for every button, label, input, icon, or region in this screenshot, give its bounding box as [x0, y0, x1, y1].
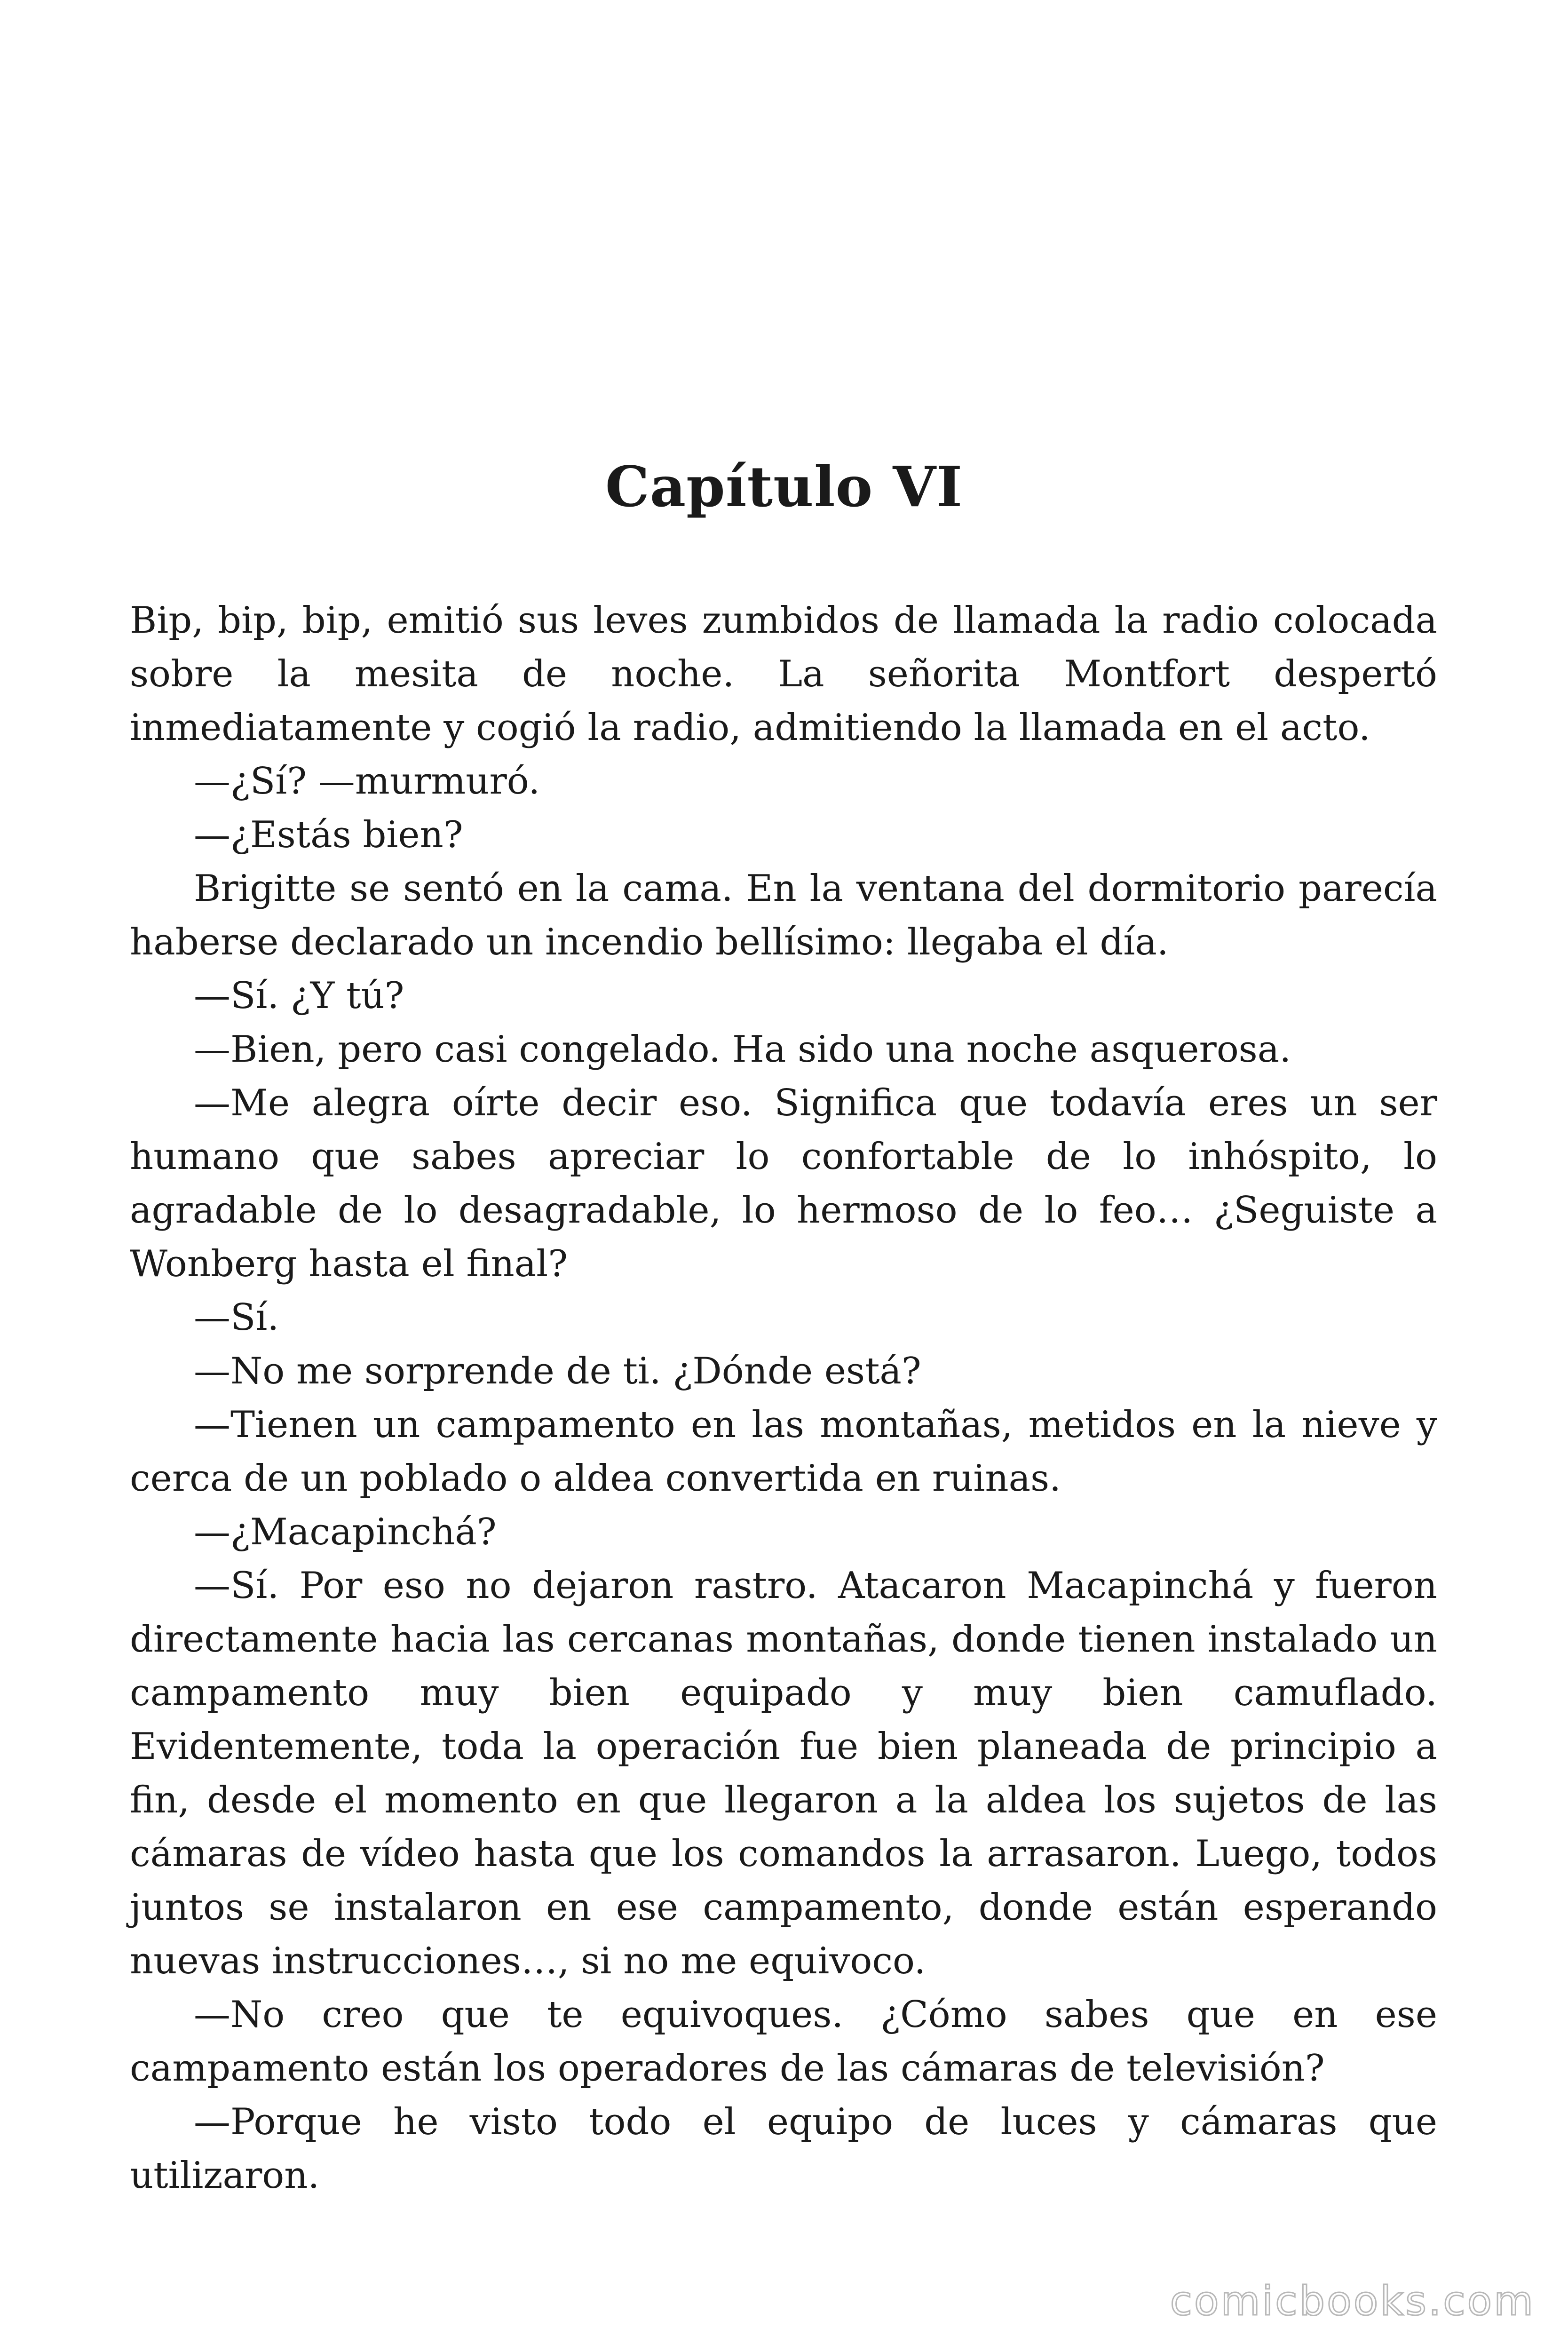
paragraph: —Porque he visto todo el equipo de luces y cámaras que utilizaron.	[130, 2101, 1437, 2197]
paragraph: —¿Estás bien?	[194, 814, 463, 856]
paragraph: Bip, bip, bip, emitió sus leves zumbidos de llamada la radio colocada sobre la mesita de noche. La señorita Montfort despertó inmediatamente y cogió la radio, admitiendo la llamada en el acto.	[130, 599, 1437, 749]
body-text	[130, 594, 1437, 2202]
paragraph: —Sí. Por eso no dejaron rastro. Atacaron Macapinchá y fueron directamente hacia las cercanas montañas, donde tienen instalado un campamento muy bien equipado y muy bien camuflado. Evidentemente, toda la operación fue bien planeada de principio a fin, desde el momento en que llegaron a la aldea los sujetos de las cámaras de vídeo hasta que los comandos la arrasaron. Luego, todos juntos se instalaron en ese campamento, donde están esperando nuevas instrucciones…, si no me equivoco.	[130, 1565, 1437, 1982]
chapter-title: Capítulo VI	[605, 454, 963, 519]
paragraph: —¿Macapinchá?	[194, 1511, 497, 1553]
paragraph: —Bien, pero casi congelado. Ha sido una noche asquerosa.	[194, 1028, 1291, 1071]
paragraph: Brigitte se sentó en la cama. En la ventana del dormitorio parecía haberse declarado un incendio bellísimo: llegaba el día.	[130, 867, 1437, 963]
watermark: comicbooks.com	[1170, 2278, 1535, 2325]
paragraph: —¿Sí? —murmuró.	[194, 760, 540, 803]
paragraph: —No creo que te equivoques. ¿Cómo sabes que en ese campamento están los operadores de las cámaras de televisión?	[130, 1994, 1437, 2090]
paragraph: —Tienen un campamento en las montañas, metidos en la nieve y cerca de un poblado o aldea convertida en ruinas.	[130, 1404, 1437, 1500]
paragraph: —Sí. ¿Y tú?	[194, 975, 404, 1017]
paragraph: —Sí.	[194, 1296, 279, 1339]
paragraph: —No me sorprende de ti. ¿Dónde está?	[194, 1350, 921, 1392]
paragraph: —Me alegra oírte decir eso. Significa que todavía eres un ser humano que sabes apreciar lo confortable de lo inhóspito, lo agradable de lo desagradable, lo hermoso de lo feo… ¿Seguiste a Wonberg hasta el final?	[130, 1082, 1437, 1285]
